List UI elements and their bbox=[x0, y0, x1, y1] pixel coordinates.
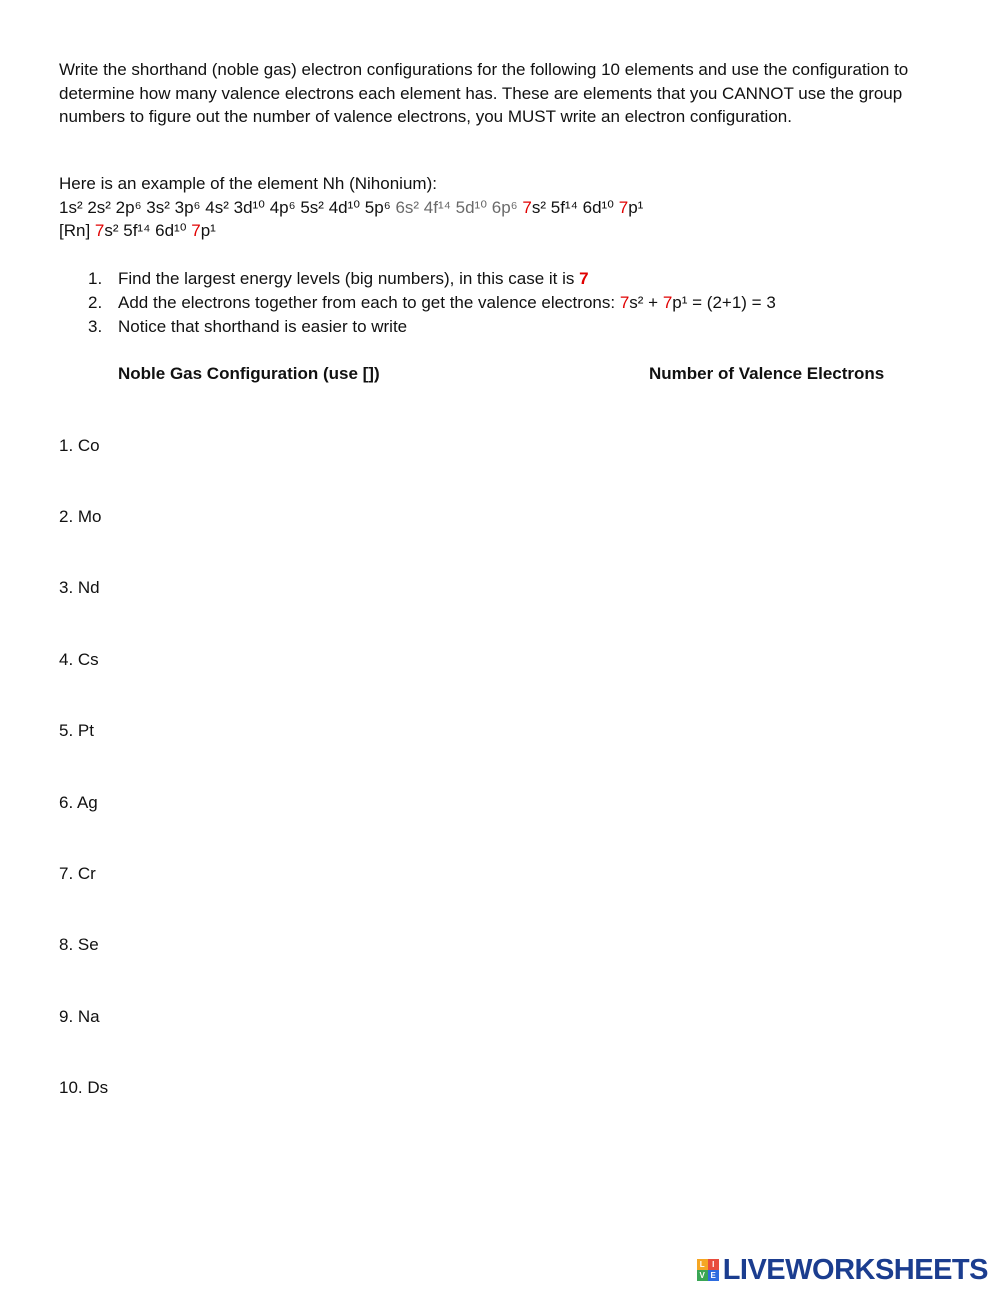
shorthand-configuration bbox=[59, 219, 216, 242]
column-header-valence: Number of Valence Electrons bbox=[649, 364, 885, 383]
logo-mark-icon bbox=[697, 1259, 719, 1281]
element-item: 1. Co bbox=[59, 436, 100, 455]
element-item: 10. Ds bbox=[59, 1078, 109, 1097]
step-text-mid: s² + bbox=[629, 292, 663, 312]
short-config-highlight-2: 7 bbox=[191, 221, 201, 240]
element-item: 8. Se bbox=[59, 935, 99, 954]
step-item bbox=[86, 291, 776, 315]
full-config-part2: 6s² 4f¹⁴ 5d¹⁰ 6p⁶ bbox=[395, 198, 523, 217]
step-highlight: 7 bbox=[619, 292, 630, 312]
element-item: 3. Nd bbox=[59, 578, 100, 597]
element-item: 2. Mo bbox=[59, 507, 102, 526]
step-text: Find the largest energy levels (big numbers), in this case it is bbox=[118, 269, 580, 288]
full-config-highlight-1: 7 bbox=[522, 198, 532, 217]
step-text-end: p¹ = (2+1) = 3 bbox=[672, 292, 776, 312]
step-item bbox=[86, 267, 776, 291]
logo-text: LIVEWORKSHEETS bbox=[722, 1254, 988, 1286]
element-item: 7. Cr bbox=[59, 864, 96, 883]
full-configuration bbox=[59, 196, 643, 219]
instructions-paragraph: Write the shorthand (noble gas) electron configurations for the following 10 elements and use the configuration to determine how many valence electrons each element has. These are elements that you CANNOT use the group numbers to figure out the number of valence electrons, you MUST write an electron configuration. bbox=[59, 60, 909, 126]
step-highlight: 7 bbox=[662, 292, 673, 312]
short-config-mid: s² 5f¹⁴ 6d¹⁰ bbox=[104, 221, 192, 240]
full-config-part6: p¹ bbox=[628, 198, 644, 217]
steps-list bbox=[86, 267, 776, 338]
column-header-configuration: Noble Gas Configuration (use []) bbox=[118, 364, 380, 383]
full-config-part4: s² 5f¹⁴ 6d¹⁰ bbox=[531, 198, 619, 217]
step-text: Notice that shorthand is easier to write bbox=[118, 316, 408, 336]
step-number: 2. bbox=[88, 292, 103, 312]
element-item: 9. Na bbox=[59, 1007, 100, 1026]
step-highlight: 7 bbox=[579, 269, 589, 288]
logo-mark-letter: E bbox=[708, 1270, 719, 1281]
step-number: 1. bbox=[88, 269, 103, 288]
example-heading: Here is an example of the element Nh (Nihonium): bbox=[59, 174, 437, 193]
full-config-part1: 1s² 2s² 2p⁶ 3s² 3p⁶ 4s² 3d¹⁰ 4p⁶ 5s² 4d¹⁰ 5p⁶ bbox=[59, 198, 396, 217]
step-item bbox=[86, 315, 776, 339]
logo-mark-letter: L bbox=[697, 1259, 708, 1270]
liveworksheets-logo bbox=[697, 1254, 988, 1286]
short-config-highlight-1: 7 bbox=[94, 221, 105, 240]
element-item: 5. Pt bbox=[59, 721, 94, 740]
step-number: 3. bbox=[88, 316, 103, 336]
element-item: 4. Cs bbox=[59, 650, 99, 669]
logo-mark-letter: V bbox=[697, 1270, 708, 1281]
short-config-prefix: [Rn] bbox=[59, 221, 95, 240]
element-item: 6. Ag bbox=[59, 793, 98, 812]
full-config-highlight-2: 7 bbox=[618, 198, 629, 217]
short-config-end: p¹ bbox=[200, 221, 216, 240]
logo-mark-letter: I bbox=[708, 1259, 719, 1270]
step-text: Add the electrons together from each to get the valence electrons: bbox=[118, 292, 620, 312]
